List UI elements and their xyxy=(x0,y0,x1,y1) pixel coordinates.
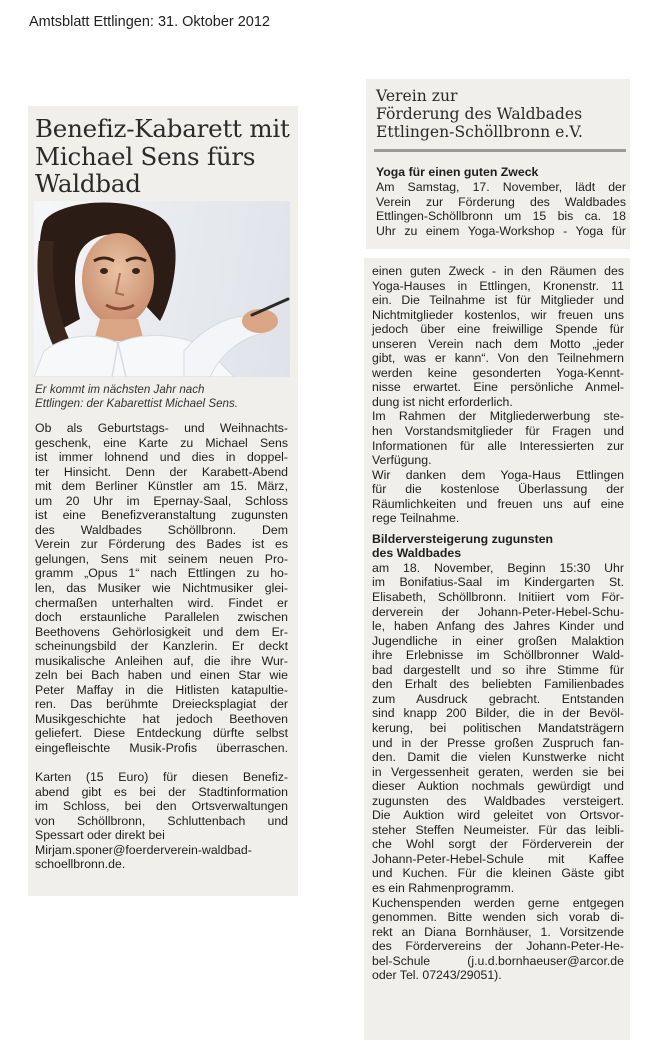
body-line: Uhr zu einem Yoga-Workshop - Yoga für xyxy=(376,223,626,238)
yoga-continuation xyxy=(372,264,624,983)
body-line: und Kuchen. Für die kleinen Gäste gibt xyxy=(372,866,624,881)
body-line: musikalische Anleihen auf, die ihre Wur- xyxy=(35,653,288,668)
article-headline xyxy=(35,115,297,198)
body-line: im Bonifatius-Saal im Kindergarten St. xyxy=(372,575,624,590)
body-line: für die kostenlose Überlassung der xyxy=(372,482,624,497)
body-line: Räumlichkeiten und freuen uns auf eine xyxy=(372,496,624,511)
body-line: ter Hinsicht. Denn der Karabett-Abend xyxy=(35,464,288,479)
body-line: ren. Das berühmte Dreiecksplagiat der xyxy=(35,697,288,712)
body-line: abend gibt es bei der Stadtinformation xyxy=(35,784,288,799)
body-line: Musikgeschichte hat jedoch Beethoven xyxy=(35,711,288,726)
body-line: le, haben Anfang des Jahres Kinder und xyxy=(372,619,624,634)
body-line: rekt an Diana Bornhäuser, 1. Vorsitzende xyxy=(372,924,624,939)
body-line: Beethovens Gehörlosigkeit und dem Er- xyxy=(35,624,288,639)
caption-line: Er kommt im nächsten Jahr nach xyxy=(35,383,205,396)
body-line: Kuchenspenden werden gerne entgegen xyxy=(372,895,624,910)
body-line: Verein zur Förderung des Waldbades xyxy=(376,194,626,209)
body-line: des Fördervereins der Johann-Peter-He- xyxy=(372,939,624,954)
headline-line: Waldbad xyxy=(35,169,141,198)
body-line: Verfügung. xyxy=(372,453,432,468)
body-line: geschenk, eine Karte zu Michael Sens xyxy=(35,435,288,450)
body-line: che Wohl sorgt der Förderverein der xyxy=(372,837,624,852)
body-line: des Waldbades Schöllbronn. Dem xyxy=(35,522,288,537)
photo-caption xyxy=(35,383,290,411)
auction-heading: Bilderversteigerung zugunsten xyxy=(372,531,554,546)
org-title-line: Ettlingen-Schöllbronn e.V. xyxy=(376,123,583,141)
body-line: bad dargestellt und so ihre Stimme für xyxy=(372,662,624,677)
body-line: scheinungsbild der Kanzlerin. Er deckt xyxy=(35,639,288,654)
body-line: oder Tel. 07243/29051). xyxy=(372,968,502,983)
body-line: derverein der Johann-Peter-Hebel-Schu- xyxy=(372,604,624,619)
body-line: um 20 Uhr im Epernay-Saal, Schloss xyxy=(35,493,288,508)
body-line: gibt, was er kann“. Von den Teilnehmern xyxy=(372,351,624,366)
body-line: Spessart oder direkt bei xyxy=(35,828,165,843)
body-line: Wir danken dem Yoga-Haus Ettlingen xyxy=(372,467,624,482)
body-line: jedoch über eine freiwillige Spende für xyxy=(372,322,624,337)
body-line: nisse erwartet. Eine persönliche Anmel- xyxy=(372,380,624,395)
masthead: Amtsblatt Ettlingen: 31. Oktober 2012 xyxy=(29,14,270,30)
body-line: hen Vorstandsmitglieder für Fragen und xyxy=(372,424,624,439)
body-line: Jugendliche in einer großen Malaktion xyxy=(372,633,624,648)
yoga-heading: Yoga für einen guten Zweck xyxy=(376,165,539,179)
body-line: Die Auktion wird geleitet von Ortsvor- xyxy=(372,808,624,823)
contact-email: Mirjam.sponer@foerderverein-waldbad- xyxy=(35,842,252,857)
caption-line: Ettlingen: der Kabarettist Michael Sens. xyxy=(35,397,238,410)
article-body xyxy=(35,421,288,756)
portrait-photo-icon xyxy=(34,201,290,377)
body-line: den Erhalt des beliebten Familienbades xyxy=(372,677,624,692)
right-article-clipping-bottom xyxy=(364,258,630,1040)
body-line: Nichtmitglieder kostenlos, wir freuen uns xyxy=(372,307,624,322)
body-line: von Schöllbronn, Schluttenbach und xyxy=(35,813,288,828)
body-line: rege Teilnahme. xyxy=(372,511,460,526)
body-line: ihre Erlebnisse im Schöllbronner Wald- xyxy=(372,648,624,663)
left-article-clipping xyxy=(28,106,298,896)
body-line: Ettlingen-Schöllbronn um 15 bis ca. 18 xyxy=(376,209,626,224)
body-line: ist eine Benefizveranstaltung zugunsten xyxy=(35,508,288,523)
auction-heading: des Waldbades xyxy=(372,546,462,561)
right-article-clipping-top xyxy=(366,79,630,249)
body-line: steher Steffen Neumeister. Für das leibli- xyxy=(372,822,624,837)
title-divider xyxy=(374,149,626,152)
tickets-paragraph xyxy=(35,770,288,872)
org-title-line: Verein zur xyxy=(376,87,458,105)
body-line: mit dem Berliner Künstler am 15. März, xyxy=(35,479,288,494)
body-line: Informationen für alle Interessierten zur xyxy=(372,438,624,453)
headline-line: Benefiz-Kabarett mit xyxy=(35,114,290,143)
body-line: gramm „Opus 1“ nach Ettlingen zu ho- xyxy=(35,566,288,581)
body-line: doch erstaunliche Parallelen zwischen xyxy=(35,610,288,625)
body-line: Karten (15 Euro) für diesen Benefiz- xyxy=(35,770,288,784)
headline-line: Michael Sens fürs xyxy=(35,141,256,171)
body-line: Im Rahmen der Mitgliederwerbung ste- xyxy=(372,409,624,424)
body-line: Am Samstag, 17. November, lädt der xyxy=(376,180,626,194)
body-line: Peter Maffay in die Hitlisten katapultie- xyxy=(35,682,288,697)
body-line: einen guten Zweck - in den Räumen des xyxy=(372,264,624,278)
body-line: sind knapp 200 Bilder, die in der Bevöl- xyxy=(372,706,624,721)
body-line: gelungen, Sens mit seinem neuen Pro- xyxy=(35,551,288,566)
body-line: geliefert. Diese Entdeckung dürfte selbst xyxy=(35,726,288,741)
org-title xyxy=(376,87,626,141)
body-line: dieser Auktion nochmals gewürdigt und xyxy=(372,779,624,794)
body-line: dung ist nicht erforderlich. xyxy=(372,394,513,409)
body-line: Verein zur Förderung des Bades ist es xyxy=(35,537,288,552)
org-title-line: Förderung des Waldbades xyxy=(376,105,583,123)
body-line: Johann-Peter-Hebel-Schule mit Kaffee xyxy=(372,851,624,866)
body-line: unseren Verein nach dem Motto „jeder xyxy=(372,336,624,351)
body-line: in Vergessenheit geraten, werden sie bei xyxy=(372,764,624,779)
body-line: kerung, bei politischen Mandatsträgern xyxy=(372,720,624,735)
body-line: Yoga-Hauses in Ettlingen, Kronenstr. 11 xyxy=(372,278,624,293)
body-line: zum Ausdruck gebracht. Entstanden xyxy=(372,691,624,706)
yoga-intro xyxy=(376,180,626,238)
body-line: im Schloss, bei den Ortsverwaltungen xyxy=(35,799,288,814)
body-line: eingefleischte Musik-Profis überraschen. xyxy=(35,741,288,756)
body-line: zugunsten des Waldbades versteigert. xyxy=(372,793,624,808)
body-line: chermaßen unterhalten wird. Findet er xyxy=(35,595,288,610)
contact-email-cont: schoellbronn.de. xyxy=(35,857,126,872)
body-line: len, das Musiker wie Nichtmusiker glei- xyxy=(35,581,288,596)
body-line: werden keine gesonderten Yoga-Kennt- xyxy=(372,365,624,380)
body-line: ist immer lohnend und dies in doppel- xyxy=(35,450,288,465)
body-line: ein. Die Teilnahme ist für Mitglieder und xyxy=(372,293,624,308)
body-line: bel-Schule (j.u.d.bornhaeuser@arcor.de xyxy=(372,953,624,968)
body-line: Elisabeth, Schöllbronn. Initiiert vom För- xyxy=(372,590,624,605)
body-line: den. Damit die vielen Kunstwerke nicht xyxy=(372,750,624,765)
body-line: am 18. November, Beginn 15:30 Uhr xyxy=(372,560,624,575)
body-line: zeln bei Bach haben und einen Star wie xyxy=(35,668,288,683)
body-line: genommen. Bitte wenden sich vorab di- xyxy=(372,910,624,925)
body-line: und in der Presse großen Zuspruch fan- xyxy=(372,735,624,750)
body-line: es ein Rahmenprogramm. xyxy=(372,880,515,895)
body-line: Ob als Geburtstags- und Weihnachts- xyxy=(35,421,288,435)
